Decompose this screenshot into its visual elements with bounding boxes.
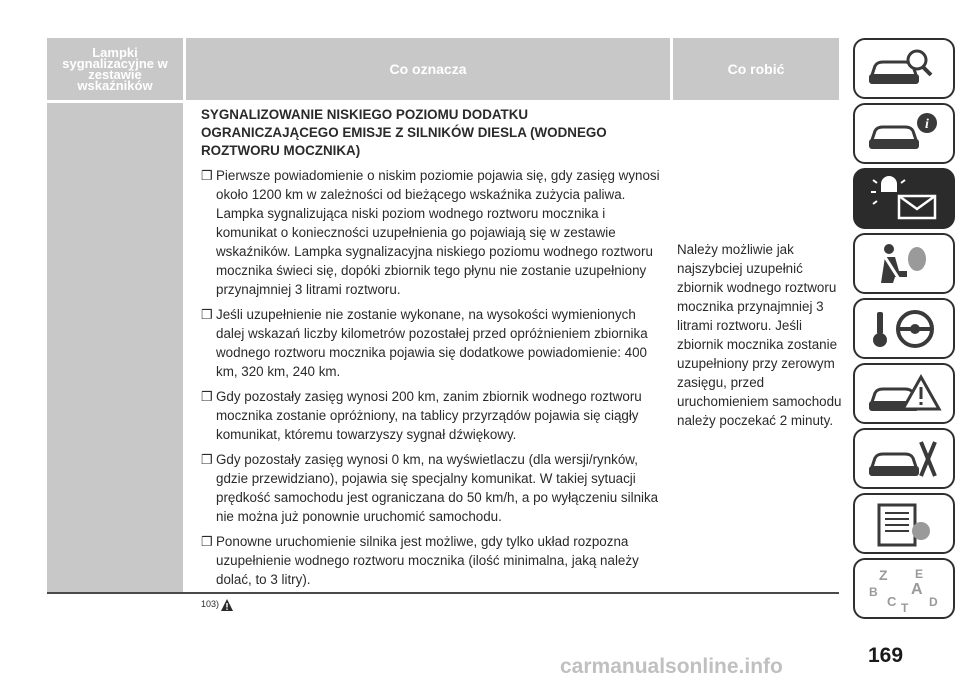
warning-triangle-icon: [220, 598, 234, 612]
index-letter: E: [915, 566, 924, 581]
list-item: [201, 387, 663, 444]
car-maintenance-icon: [859, 434, 949, 484]
checkbox-bullet-icon: ❒: [201, 389, 213, 404]
seatbelt-airbag-icon: [859, 239, 949, 289]
chapter-sidebar: [853, 38, 957, 623]
list-item: [201, 532, 663, 589]
list-item-text: Pierwsze powiadomienie o niskim poziomie pojawia się, gdy zasięg wynosi około 1200 km w zależności od bieżącego wskaźnika zużycia paliwa. Lampka sygnalizująca niski poziom wodnego roztworu mocznika i komunikat o konieczności uzupełnienia go pojawiają się w zestawie wskaźników. Lampka sygnalizacyjna niskiego poziomu wodnego roztworu mocznika świeci się, dopóki zbiornik tego płynu nie zostanie uzupełniony przynajmniej 3 litrami roztworu.: [216, 168, 660, 297]
list-item-text: Gdy pozostały zasięg wynosi 0 km, na wyświetlaczu (dla wersji/rynków, gdzie przewidziano), pojawia się specjalny komunikat. W takiej sytuacji prędkość samochodu jest ograniczana do 50 km/h, a po wyłączeniu silnika nie można już ponownie uruchomić samochodu.: [216, 452, 659, 524]
column-header-warning-lights: [47, 38, 183, 100]
tab-technical-data[interactable]: [853, 493, 955, 554]
index-letter: T: [901, 600, 909, 614]
checkbox-bullet-icon: ❒: [201, 307, 213, 322]
column-header-meaning: Co oznacza: [186, 38, 670, 100]
page-number: 169: [868, 644, 904, 667]
column-header-line: zestawie: [88, 67, 142, 82]
watermark: carmanualsonline.info: [560, 655, 783, 678]
tab-car-search[interactable]: [853, 38, 955, 99]
list-item: [201, 166, 663, 299]
index-letter: A: [911, 580, 923, 598]
car-search-icon: [859, 44, 949, 94]
tab-safety[interactable]: [853, 233, 955, 294]
warning-light-cell: [47, 103, 183, 592]
column-header-action: Co robić: [673, 38, 839, 100]
list-item: [201, 305, 663, 381]
list-item: [201, 450, 663, 526]
tab-maintenance[interactable]: [853, 428, 955, 489]
section-title: SYGNALIZOWANIE NISKIEGO POZIOMU DODATKU OGRANICZAJĄCEGO EMISJE Z SILNIKÓW DIESLA (WODNEGO ROZTWORU MOCZNIKA): [201, 107, 607, 158]
index-letter: B: [869, 584, 878, 599]
tab-emergency[interactable]: [853, 363, 955, 424]
index-letter: C: [887, 593, 897, 609]
list-item-text: Jeśli uzupełnienie nie zostanie wykonane, na wysokości wymienionych dalej wskazań liczby kilometrów pozostałej przed opróżnieniem zbiornika wodnego roztworu mocznika pojawia się dodatkowe powiadomienie: 400 km, 320 km, 240 km.: [216, 307, 648, 379]
action-cell: Należy możliwie jak najszybciej uzupełnić zbiornik wodnego roztworu mocznika przynajmniej 3 litrami roztworu. Jeśli zbiornik mocznika zostanie uzupełniony przy zerowym zasięgu, przed uruchomieniem samochodu należy poczekać 2 minuty.: [677, 242, 842, 428]
tab-warning-lights-messages[interactable]: [853, 168, 955, 229]
technical-data-icon: [859, 499, 949, 549]
table-bottom-rule: [47, 592, 839, 594]
warning-light-message-icon: [859, 174, 949, 224]
column-header-line: sygnalizacyjne w: [62, 56, 168, 71]
tab-car-info[interactable]: [853, 103, 955, 164]
list-item-text: Gdy pozostały zasięg wynosi 200 km, zanim zbiornik wodnego roztworu mocznika zostanie opróżniony, na tablicy przyrządów pojawia się ciągły komunikat, któremu towarzyszy sygnał dźwiękowy.: [216, 389, 642, 442]
checkbox-bullet-icon: ❒: [201, 452, 213, 467]
alphabetical-index-icon: [859, 564, 949, 614]
index-letter: D: [929, 594, 938, 609]
tab-starting-driving[interactable]: [853, 298, 955, 359]
meaning-cell: [201, 106, 663, 614]
checkbox-bullet-icon: ❒: [201, 534, 213, 549]
tab-alphabetical-index[interactable]: [853, 558, 955, 619]
key-steering-wheel-icon: [859, 304, 949, 354]
column-header-line: wskaźników: [77, 78, 153, 93]
footnote-number: 103): [201, 599, 220, 609]
index-letter: Z: [879, 566, 888, 583]
list-item-text: Ponowne uruchomienie silnika jest możliwe, gdy tylko układ rozpozna uzupełnienie wodnego roztworu mocznika (ilość minimalna, jaką należy dolać, to 3 litry).: [216, 534, 639, 587]
car-info-icon: [859, 109, 949, 159]
column-header-line: Lampki: [92, 45, 138, 60]
footnote-ref: [201, 595, 663, 614]
svg-text:i: i: [925, 116, 929, 132]
roadside-emergency-icon: [859, 369, 949, 419]
checkbox-bullet-icon: ❒: [201, 168, 213, 183]
